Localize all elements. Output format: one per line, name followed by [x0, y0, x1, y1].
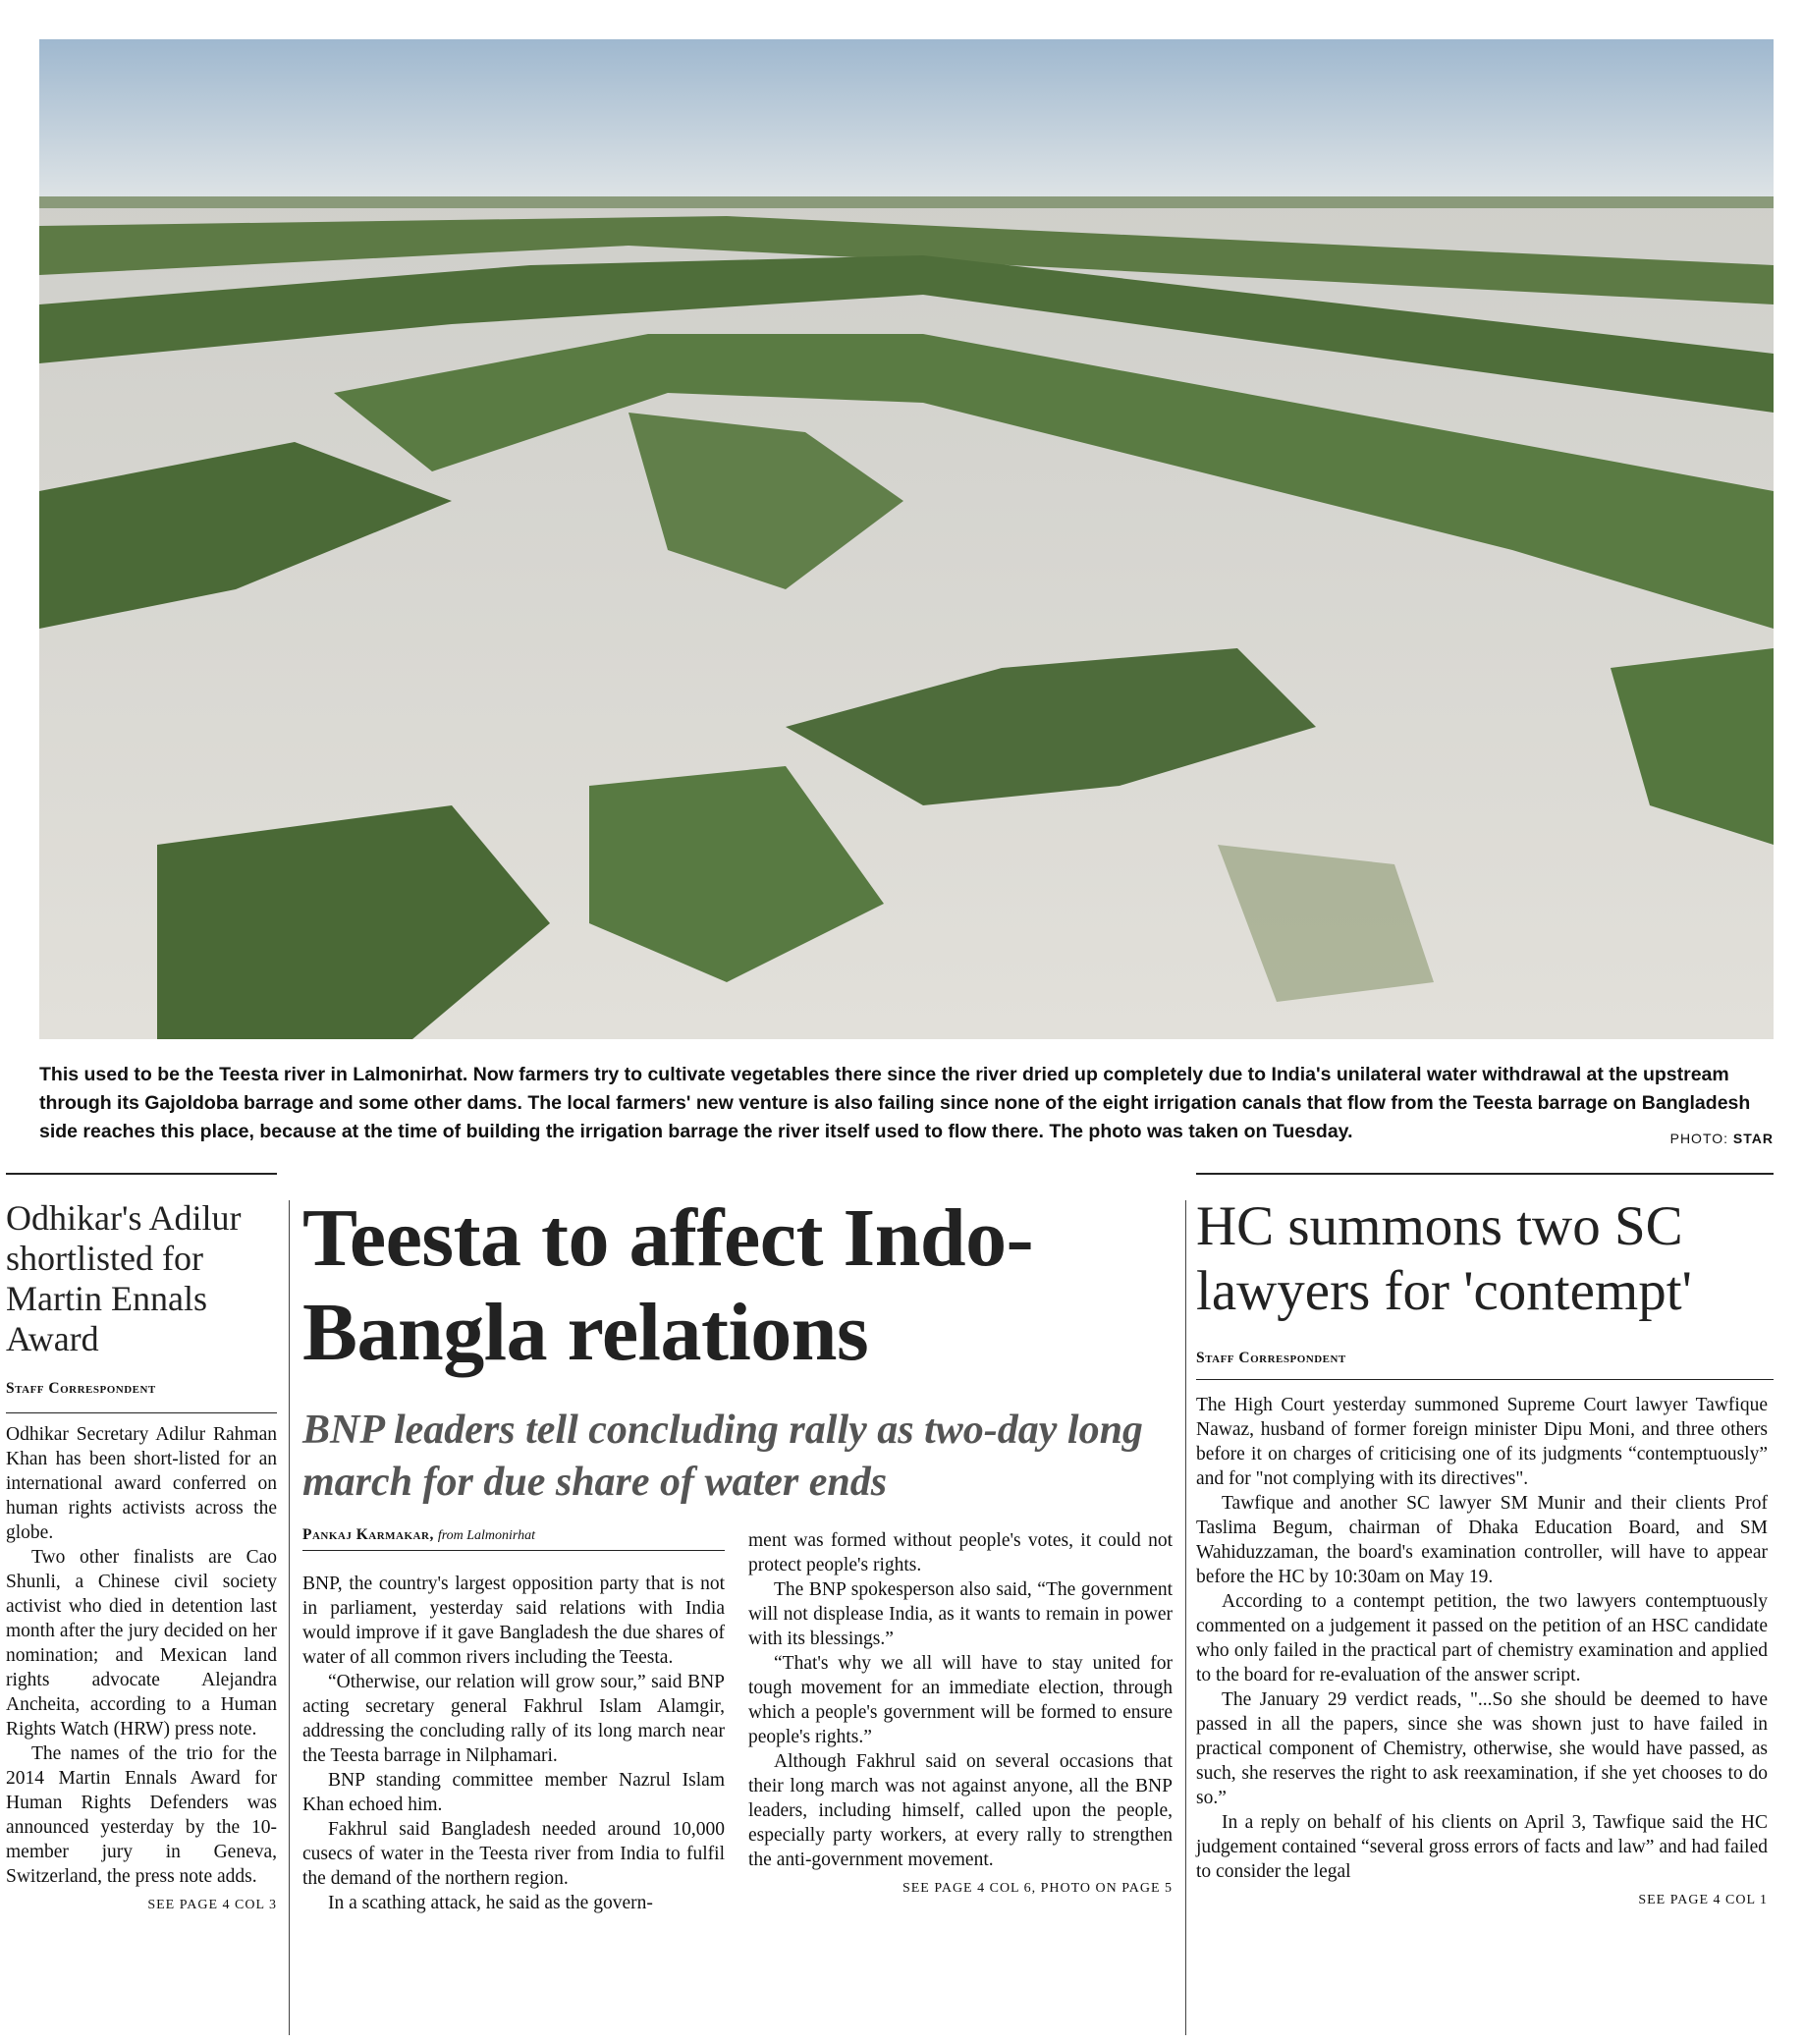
credit-prefix: PHOTO: [1669, 1131, 1729, 1146]
left-story-body [6, 1422, 277, 1917]
right-top-rule [1196, 1173, 1774, 1175]
left-story-jump-link[interactable]: SEE PAGE 4 COL 3 [147, 1898, 277, 1912]
right-byline-rule [1196, 1379, 1774, 1380]
main-paragraph: The BNP spokesperson also said, “The government will not displease India, as it wants to remain in power with its blessings.” [748, 1579, 1173, 1649]
main-byline-place: from Lalmonirhat [437, 1528, 536, 1543]
right-paragraph: In a reply on behalf of his clients on April 3, Tawfique said the HC judgement contained “several gross errors of facts and law” and had failed to consider the legal [1196, 1812, 1768, 1882]
right-story-headline: HC summons two SC lawyers for 'contempt' [1196, 1195, 1692, 1322]
left-top-rule [6, 1173, 277, 1175]
main-story-jump-link[interactable]: SEE PAGE 4 COL 6, PHOTO ON PAGE 5 [902, 1881, 1173, 1896]
left-story-headline: Odhikar's Adilur shortlisted for Martin Ennals Award [6, 1198, 242, 1358]
left-paragraph: The names of the trio for the 2014 Martin Ennals Award for Human Rights Defenders was announced yesterday by the 10-member jury in Geneva, Switzerland, the press note adds. [6, 1743, 277, 1887]
photo-caption [39, 1061, 1774, 1146]
left-byline-rule [6, 1412, 277, 1413]
main-paragraph: In a scathing attack, he said as the govern- [328, 1893, 653, 1913]
left-paragraph: Two other finalists are Cao Shunli, a Chinese civil society activist who died in detention last month after the jury decided on her nomination; and Mexican land rights advocate Alejandra Ancheita, according to a Human Rights Watch (HRW) press note. [6, 1547, 277, 1740]
left-paragraph: Odhikar Secretary Adilur Rahman Khan has been short-listed for an international award conferred on human rights activists across the globe. [6, 1424, 277, 1543]
main-paragraph: Although Fakhrul said on several occasions that their long march was not against anyone, all the BNP leaders, including himself, called upon the people, especially party workers, at every rally to strengthen the anti-government movement. [748, 1751, 1173, 1870]
main-paragraph: “That's why we all will have to stay united for tough movement for an immediate election, through which a people's government will be formed to ensure people's rights.” [748, 1653, 1173, 1747]
right-paragraph: According to a contempt petition, the two lawyers contemptuously commented on a judgement it passed on the petition of an HSC candidate who only failed in the practical part of chemistry examination and applied to the board for re-evaluation of the answer script. [1196, 1591, 1768, 1685]
main-story-column-a [302, 1572, 725, 1915]
main-story-column-b [748, 1528, 1173, 1901]
right-story-byline: Staff Correspondent [1196, 1350, 1346, 1366]
right-story-body [1196, 1393, 1768, 1912]
right-paragraph: The High Court yesterday summoned Supreme Court lawyer Tawfique Nawaz, husband of former foreign minister Dipu Moni, and three others before it on charges of criticising one of its judgments “contemptuously” and for "not complying with its directives". [1196, 1395, 1768, 1489]
left-column-divider [289, 1200, 290, 2035]
main-story-deck: BNP leaders tell concluding rally as two-day long march for due share of water ends [302, 1408, 1143, 1505]
main-paragraph: Fakhrul said Bangladesh needed around 10,000 cusecs of water in the Teesta river from India to fulfil the demand of the northern region. [302, 1819, 725, 1889]
left-story-byline: Staff Correspondent [6, 1380, 156, 1397]
right-paragraph: The January 29 verdict reads, "...So she should be deemed to have passed in all the papers, since she was shown just to have failed in practical component of Chemistry, otherwise, she would have passed, as such, she reserves the right to ask reexamination, if she yet chooses to do so.” [1196, 1689, 1768, 1808]
main-paragraph: “Otherwise, our relation will grow sour,” said BNP acting secretary general Fakhrul Islam Alamgir, addressing the concluding rally of its long march near the Teesta barrage in Nilphamari. [302, 1672, 725, 1766]
photo-credit [1670, 1131, 1774, 1146]
photo-icon [39, 39, 1774, 1039]
teesta-riverbed-photo [39, 39, 1774, 1039]
main-story-byline [302, 1526, 725, 1544]
main-story-headline: Teesta to affect Indo-Bangla relations [302, 1192, 1034, 1378]
main-paragraph: BNP, the country's largest opposition party that is not in parliament, yesterday said relations with India would improve if it gave Bangladesh the due shares of water of all common rivers including the Teesta. [302, 1574, 725, 1668]
center-byline-rule [302, 1550, 725, 1551]
main-paragraph: ment was formed without people's votes, it could not protect people's rights. [748, 1530, 1173, 1575]
caption-text: This used to be the Teesta river in Lalmonirhat. Now farmers try to cultivate vegetables there since the river dried up completely due to India's unilateral water withdrawal at the upstream through its Gajoldoba barrage and some other dams. The local farmers' new venture is also failing since none of the eight irrigation canals that flow from the Teesta barrage on Bangladesh side reaches this place, because at the time of building the irrigation barrage the river itself used to flow there. The photo was taken on Tuesday. [39, 1064, 1751, 1142]
right-story-jump-link[interactable]: SEE PAGE 4 COL 1 [1638, 1893, 1768, 1907]
main-paragraph: BNP standing committee member Nazrul Islam Khan echoed him. [302, 1770, 725, 1815]
credit-name: STAR [1732, 1131, 1774, 1146]
main-byline-name: Pankaj Karmakar, [302, 1526, 434, 1543]
right-paragraph: Tawfique and another SC lawyer SM Munir and their clients Prof Taslima Begum, chairman of Dhaka Education Board, and SM Wahiduzzaman, the board's examination controller, will have to appear before the HC by 10:30am on May 19. [1196, 1493, 1768, 1587]
